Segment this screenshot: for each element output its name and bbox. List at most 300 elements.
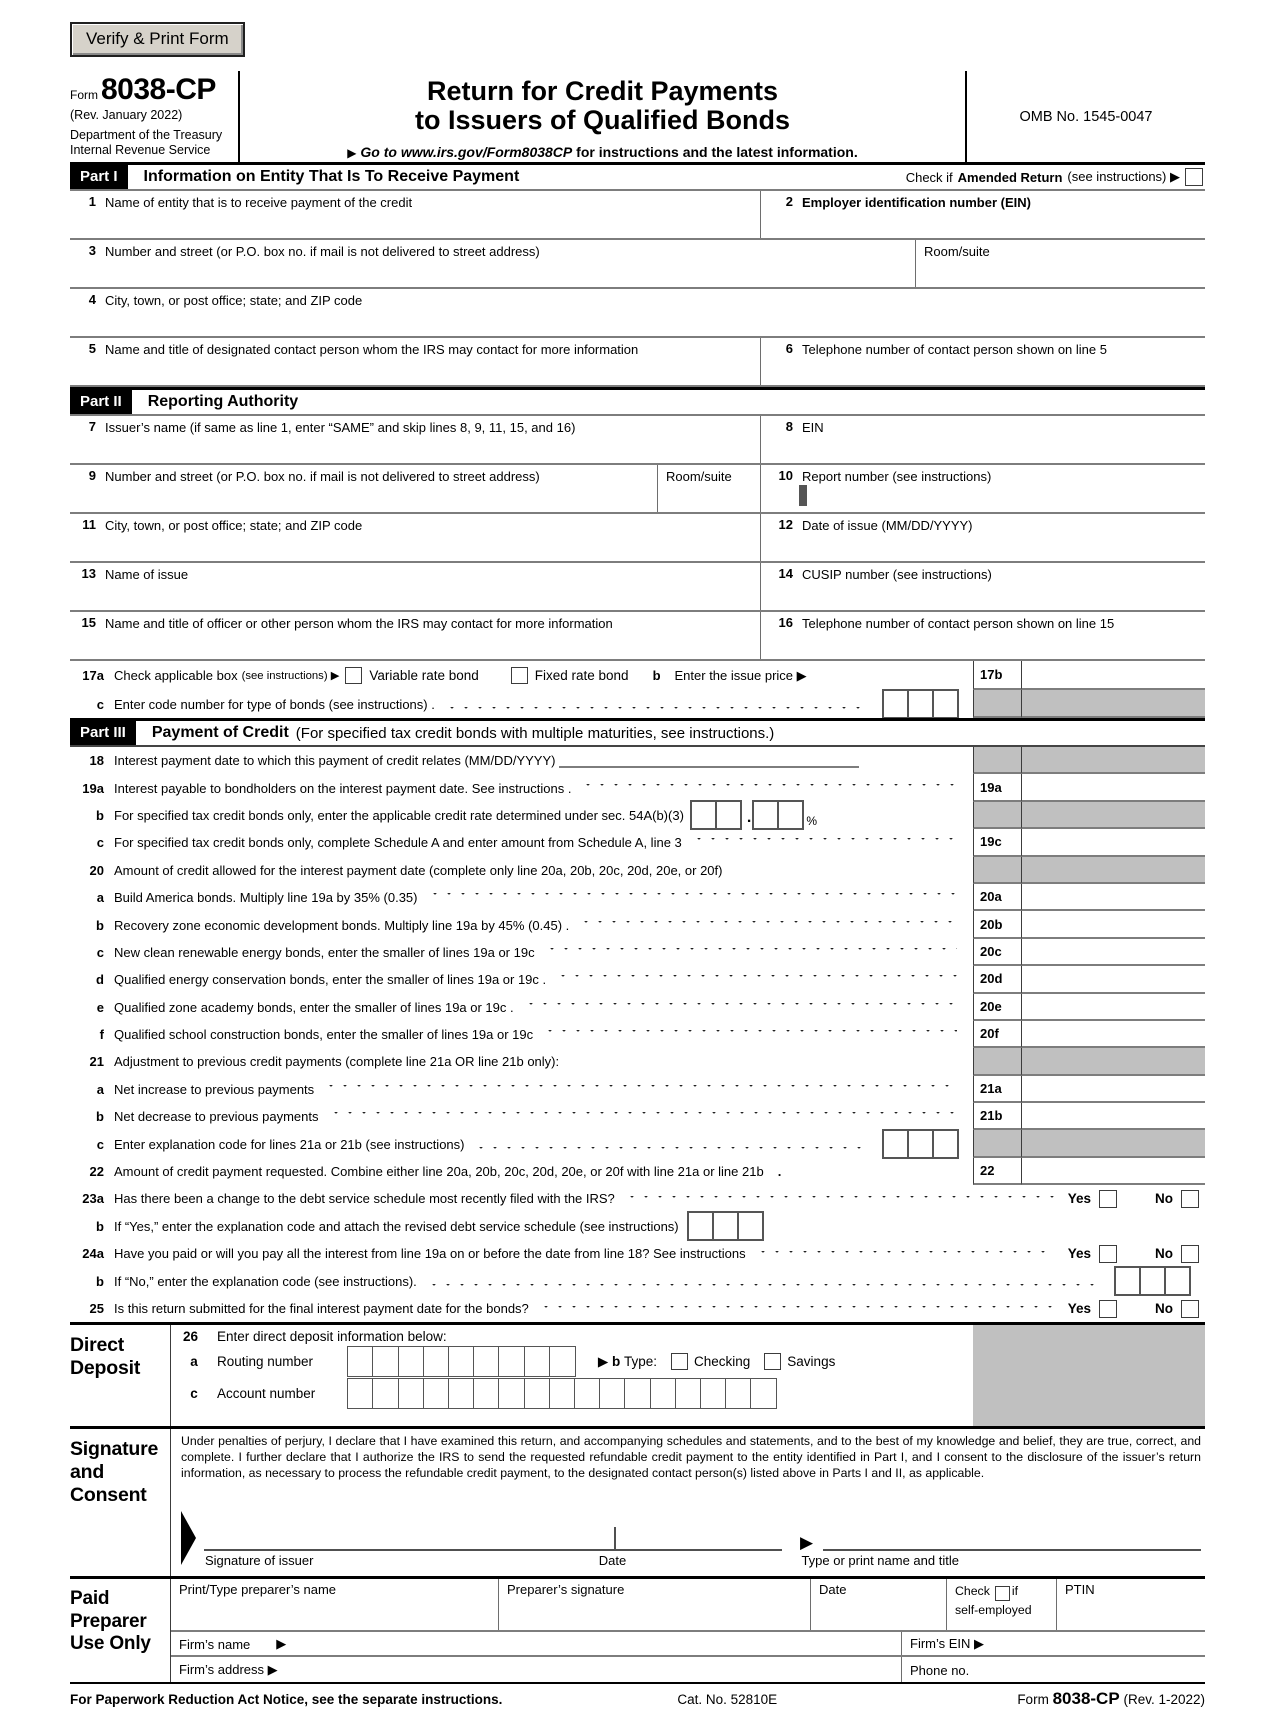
line-19b-rate-boxes <box>692 800 817 830</box>
field-3-room-suite[interactable] <box>915 240 1205 287</box>
firm-name-input[interactable] <box>171 1632 901 1655</box>
perjury-statement: Under penalties of perjury, I declare that I have examined this return, and accompanying schedules and statements, and to the best of my knowledge and belief, they are true, correct, and complete. I further declare that I authorize the IRS to send the requested refundable credit payment to the entity identified in Part I, and I consent to the disclosure of the issuer’s return information, as necessary to process the refundable credit payment, to the designated contact person(s) listed above in Parts I and II, as applicable. <box>181 1434 1201 1480</box>
dotted-leader <box>445 707 864 712</box>
line-number: 3 <box>88 243 96 258</box>
account-digit-box[interactable] <box>372 1378 399 1409</box>
signature-of-issuer-label: Signature of issuer <box>205 1553 314 1569</box>
line-25-label: Is this return submitted for the final interest payment date for the bonds? <box>114 1301 529 1316</box>
line-number: c <box>96 835 104 851</box>
line-23a-yesno <box>1068 1190 1199 1208</box>
code-box[interactable] <box>882 1129 909 1159</box>
account-digit-box[interactable] <box>574 1378 601 1409</box>
amended-return-checkbox[interactable] <box>1185 168 1203 186</box>
variable-rate-bond-checkbox[interactable] <box>345 667 362 684</box>
fixed-rate-bond-checkbox[interactable] <box>511 667 528 684</box>
line-21b-row <box>70 1103 1205 1130</box>
firm-address-input[interactable] <box>171 1657 901 1682</box>
line-22-row <box>70 1158 1205 1185</box>
part2-tag: Part II <box>70 390 132 414</box>
code-box[interactable] <box>932 1129 959 1159</box>
row-13-14 <box>70 563 1205 612</box>
field-9-street[interactable] <box>70 465 657 512</box>
line-21-label: Adjustment to previous credit payments (complete line 21a OR line 21b only): <box>114 1054 560 1070</box>
line-20f-row <box>70 1021 1205 1048</box>
line-18-row <box>70 747 1205 774</box>
print-name-input[interactable] <box>823 1527 1201 1551</box>
line-number: 4 <box>88 292 96 307</box>
code-box[interactable] <box>687 1211 714 1241</box>
account-digit-box[interactable] <box>700 1378 727 1409</box>
line-20f-amount-label: 20f <box>973 1021 1021 1048</box>
routing-digit-box[interactable] <box>372 1346 399 1377</box>
line-17c-row <box>70 690 1205 718</box>
dotted-leader <box>474 1147 864 1152</box>
line-letter: a <box>190 1354 198 1370</box>
rate-digit-box[interactable] <box>752 800 779 830</box>
signature-arrow-icon <box>181 1511 196 1565</box>
line-26-label: Enter direct deposit information below: <box>217 1329 447 1345</box>
line-number: 14 <box>778 566 793 581</box>
field-10-report-number[interactable] <box>760 465 1205 512</box>
account-digit-box[interactable] <box>498 1378 525 1409</box>
line-number: b <box>96 807 104 823</box>
line-22-amount-input[interactable] <box>1021 1158 1205 1185</box>
line-25-yes-checkbox[interactable] <box>1099 1300 1117 1318</box>
self-employed-cell <box>946 1579 1056 1630</box>
line-20e-row <box>70 994 1205 1021</box>
if-label: if <box>1011 1584 1019 1599</box>
line-20a-amount-label: 20a <box>973 884 1021 911</box>
title-block <box>240 71 967 162</box>
line-19a-amount-label: 19a <box>973 774 1021 801</box>
form-revision: (Rev. 1-2022) <box>1123 1692 1205 1708</box>
line-20-label: Amount of credit allowed for the interest payment date (complete only line 20a, 20b, 20c, 20d, 20e, or 20f) <box>114 862 723 878</box>
line-21a-amount-input[interactable] <box>1021 1076 1205 1103</box>
routing-digit-box[interactable] <box>473 1346 500 1377</box>
self-employed-label: self-employed <box>955 1602 1032 1617</box>
line-23a-no-checkbox[interactable] <box>1181 1190 1199 1208</box>
row-11-12 <box>70 514 1205 563</box>
firm-address-label: Firm’s address ▶ <box>179 1662 278 1678</box>
dotted-leader <box>556 975 957 980</box>
yes-label: Yes <box>1067 1191 1091 1207</box>
line-20e-label: Qualified zone academy bonds, enter the smaller of lines 19a or 19c . <box>114 999 514 1015</box>
account-digit-box[interactable] <box>750 1378 777 1409</box>
line-23b-label: If “Yes,” enter the explanation code and attach the revised debt service schedule (see instructions) <box>114 1218 679 1234</box>
account-digit-box[interactable] <box>599 1378 626 1409</box>
line-20e-amount-input[interactable] <box>1021 994 1205 1021</box>
account-digit-box[interactable] <box>675 1378 702 1409</box>
line-number: 6 <box>785 341 793 356</box>
part1-header <box>70 162 1205 191</box>
field-7-label: Issuer’s name (if same as line 1, enter “SAME” and skip lines 8, 9, 11, 15, and 16) <box>105 419 576 435</box>
line-20d-amount-input[interactable] <box>1021 966 1205 993</box>
line-20a-label-area <box>70 890 973 905</box>
line-24a-yes-checkbox[interactable] <box>1099 1245 1117 1263</box>
line-19c-amount-input[interactable] <box>1021 829 1205 856</box>
line-17b-label: Enter the issue price ▶ <box>674 667 807 683</box>
line-number: 24a <box>82 1246 104 1262</box>
part3-header <box>70 718 1205 747</box>
dotted-leader <box>524 1003 957 1008</box>
routing-digit-box[interactable] <box>423 1346 450 1377</box>
code-box[interactable] <box>932 689 959 719</box>
account-digit-box[interactable] <box>448 1378 475 1409</box>
dotted-leader <box>581 784 957 789</box>
account-number-grid <box>349 1378 777 1409</box>
line-24a-label: Have you paid or will you pay all the interest from line 19a on or before the date from line 18? See instructions <box>114 1246 746 1262</box>
line-20d-label-area <box>70 972 973 987</box>
side-label-line: Use Only <box>70 1633 151 1655</box>
field-14-cusip[interactable] <box>760 563 1205 610</box>
line-20b-row <box>70 911 1205 938</box>
line-number: d <box>96 972 104 988</box>
savings-checkbox[interactable] <box>764 1353 781 1370</box>
field-3-street[interactable] <box>70 240 915 287</box>
goto-url[interactable]: www.irs.gov/Form8038CP <box>400 144 573 161</box>
account-digit-box[interactable] <box>725 1378 752 1409</box>
preparer-row-2 <box>171 1632 1205 1657</box>
savings-label: Savings <box>787 1354 836 1370</box>
signature-main <box>170 1429 1205 1576</box>
checking-label: Checking <box>694 1354 751 1370</box>
line-21c-shaded-label <box>973 1130 1021 1157</box>
line-22-label: Amount of credit payment requested. Combine either line 20a, 20b, 20c, 20d, 20e, or 20f with line 21a or line 21b <box>114 1164 764 1180</box>
field-4-label: City, town, or post office; state; and ZIP code <box>105 292 363 308</box>
line-number: c <box>96 944 104 960</box>
dotted-leader <box>427 1284 1096 1289</box>
agency-line-2: Internal Revenue Service <box>70 143 211 157</box>
line-17a-row <box>70 661 1205 690</box>
code-box[interactable] <box>907 689 934 719</box>
field-3-label: Number and street (or P.O. box no. if mail is not delivered to street address) <box>105 243 540 259</box>
line-24b-label-area <box>70 1266 1205 1296</box>
field-2-ein[interactable] <box>760 191 1205 238</box>
line-number: 17a <box>82 668 104 683</box>
line-20e-label-area <box>70 1000 973 1015</box>
line-22-amount-label: 22 <box>973 1158 1021 1185</box>
line-number: 11 <box>82 517 96 532</box>
line-20f-label: Qualified school construction bonds, enter the smaller of lines 19a or 19c <box>114 1027 534 1043</box>
routing-digit-box[interactable] <box>549 1346 576 1377</box>
code-box[interactable] <box>1164 1266 1191 1296</box>
code-box[interactable] <box>737 1211 764 1241</box>
line-17c-shaded-cell <box>1021 690 1205 718</box>
line-20c-amount-input[interactable] <box>1021 939 1205 966</box>
field-9-room-suite[interactable] <box>657 465 760 512</box>
line-20f-amount-input[interactable] <box>1021 1021 1205 1048</box>
routing-number-grid <box>349 1346 576 1377</box>
line-21-row <box>70 1048 1205 1075</box>
row-1-2 <box>70 191 1205 240</box>
line-number: 7 <box>88 419 96 434</box>
form-number: 8038-CP <box>1052 1689 1120 1709</box>
goto-prefix: Go to <box>360 144 397 161</box>
line-24a-yesno <box>1068 1245 1199 1263</box>
part3-title: Payment of Credit <box>151 724 289 741</box>
preparer-name-input[interactable] <box>171 1579 498 1630</box>
side-label-line: Signature <box>70 1438 159 1461</box>
line-21b-amount-input[interactable] <box>1021 1103 1205 1130</box>
account-digit-box[interactable] <box>624 1378 651 1409</box>
footer-form-id <box>1017 1689 1205 1709</box>
field-4-city[interactable] <box>70 289 1205 336</box>
line-17b-amount-label: 17b <box>973 661 1021 690</box>
line-19c-amount-label: 19c <box>973 829 1021 856</box>
firm-name-label: Firm’s name <box>179 1636 251 1652</box>
line-21c-row <box>70 1130 1205 1157</box>
line-number: 13 <box>81 566 96 581</box>
line-20c-label: New clean renewable energy bonds, enter the smaller of lines 19a or 19c <box>114 944 535 960</box>
no-label: No <box>1155 1301 1173 1316</box>
report-number-box[interactable] <box>803 485 807 506</box>
field-2-label: Employer identification number (EIN) <box>802 194 1031 210</box>
line-21-shaded-cell <box>1021 1048 1205 1075</box>
line-21c-code-boxes <box>884 1129 959 1159</box>
field-16-phone[interactable] <box>760 612 1205 659</box>
line-18-label: Interest payment date to which this payment of credit relates (MM/DD/YYYY) <box>114 753 556 769</box>
routing-digit-box[interactable] <box>398 1346 425 1377</box>
dotted-leader <box>324 1085 957 1090</box>
type-arrow: ▶ b <box>597 1353 621 1369</box>
code-box[interactable] <box>907 1129 934 1159</box>
line-number: 12 <box>778 517 793 532</box>
signature-date-divider <box>614 1527 616 1549</box>
account-digit-box[interactable] <box>398 1378 425 1409</box>
line-20-label-area <box>70 863 973 878</box>
form-word: Form <box>70 88 98 102</box>
line-number: e <box>96 999 104 1015</box>
dotted-leader <box>329 1112 958 1117</box>
routing-digit-box[interactable] <box>524 1346 551 1377</box>
line-20c-amount-label: 20c <box>973 939 1021 966</box>
code-box[interactable] <box>882 689 909 719</box>
preparer-signature-input[interactable] <box>498 1579 810 1630</box>
self-employed-checkbox[interactable] <box>995 1586 1010 1601</box>
arrow-icon: ▶ <box>276 1636 287 1652</box>
part2-title: Reporting Authority <box>147 393 299 410</box>
line-number: 23a <box>82 1191 104 1207</box>
preparer-row-3 <box>171 1657 1205 1682</box>
line-19c-label-area <box>70 835 973 850</box>
name-arrow-icon: ▶ <box>800 1533 814 1553</box>
side-label-line: Preparer <box>70 1610 147 1632</box>
page-footer <box>70 1682 1205 1709</box>
account-digit-box[interactable] <box>524 1378 551 1409</box>
ptin-input[interactable] <box>1056 1579 1205 1630</box>
routing-digit-box[interactable] <box>347 1346 374 1377</box>
rate-digit-box[interactable] <box>690 800 717 830</box>
account-digit-box[interactable] <box>650 1378 677 1409</box>
direct-deposit-section <box>70 1322 1205 1426</box>
routing-digit-box[interactable] <box>448 1346 475 1377</box>
line-number: 20 <box>89 862 104 878</box>
part3-subtitle: (For specified tax credit bonds with multiple maturities, see instructions.) <box>295 724 775 742</box>
signature-side-label <box>70 1429 170 1576</box>
line-20b-amount-input[interactable] <box>1021 911 1205 938</box>
part3-tag: Part III <box>70 721 136 745</box>
line-number: 19a <box>82 780 104 796</box>
part2-header <box>70 387 1205 416</box>
preparer-date-input[interactable] <box>810 1579 946 1630</box>
line-25-row <box>70 1295 1205 1322</box>
form-title <box>240 77 965 135</box>
line-19a-label-area <box>70 781 973 796</box>
line-17b-amount-input[interactable] <box>1021 661 1205 690</box>
line-20a-row <box>70 884 1205 911</box>
line-17b-letter: b <box>652 668 661 683</box>
field-13-name-of-issue[interactable] <box>70 563 760 610</box>
percent-sign: % <box>806 814 818 829</box>
line-21a-row <box>70 1076 1205 1103</box>
form-title-line2: to Issuers of Qualified Bonds <box>414 105 791 136</box>
room-suite-label: Room/suite <box>666 468 732 484</box>
code-box[interactable] <box>1114 1266 1141 1296</box>
deposit-type-area <box>598 1353 836 1370</box>
line-19c-label: For specified tax credit bonds only, complete Schedule A and enter amount from Schedule A, line 3 <box>114 835 682 851</box>
preparer-name-label: Print/Type preparer’s name <box>179 1582 337 1598</box>
line-number: 26 <box>183 1329 199 1345</box>
line-number: 18 <box>89 753 104 769</box>
row-15-16 <box>70 612 1205 661</box>
line-23a-row <box>70 1185 1205 1212</box>
line-23a-yes-checkbox[interactable] <box>1099 1190 1117 1208</box>
checking-checkbox[interactable] <box>671 1353 688 1370</box>
line-19a-row <box>70 774 1205 801</box>
line-21-label-area <box>70 1054 973 1069</box>
field-11-label: City, town, or post office; state; and ZIP code <box>105 517 363 533</box>
dotted-leader <box>625 1196 1054 1201</box>
line-17a-label: Check applicable box <box>114 668 238 683</box>
field-16-label: Telephone number of contact person shown on line 15 <box>802 615 1115 631</box>
field-12-date-of-issue[interactable] <box>760 514 1205 561</box>
line-19b-label: For specified tax credit bonds only, enter the applicable credit rate determined under sec. 54A(b)(3) <box>114 807 684 823</box>
field-6-label: Telephone number of contact person shown on line 5 <box>802 341 1107 357</box>
field-12-label: Date of issue (MM/DD/YYYY) <box>802 517 973 533</box>
type-label: Type: <box>623 1354 658 1370</box>
line-17c-label: Enter code number for type of bonds (see instructions) . <box>114 696 435 712</box>
line-18-shaded-cell <box>1021 747 1205 774</box>
line-24a-no-checkbox[interactable] <box>1181 1245 1199 1263</box>
amended-post: (see instructions) ▶ <box>1067 169 1180 184</box>
account-digit-box[interactable] <box>473 1378 500 1409</box>
line-20f-label-area <box>70 1027 973 1042</box>
line-number: c <box>96 1136 104 1152</box>
form-id-block <box>70 71 240 162</box>
line-19a-label: Interest payable to bondholders on the interest payment date. See instructions . <box>114 780 572 796</box>
line-21c-label-area <box>70 1129 973 1159</box>
account-digit-box[interactable] <box>549 1378 576 1409</box>
agency-line-1: Department of the Treasury <box>70 128 223 142</box>
side-label-line: Paid <box>70 1588 110 1610</box>
account-number-label: Account number <box>217 1386 316 1402</box>
firm-ein-input[interactable] <box>901 1632 1205 1655</box>
line-19b-shaded-label <box>973 802 1021 829</box>
form-revision: (Rev. January 2022) <box>70 108 183 122</box>
field-8-ein[interactable] <box>760 416 1205 463</box>
line-number: a <box>96 1081 104 1097</box>
amended-pre: Check if <box>905 169 953 185</box>
line-22-label-area <box>70 1164 973 1179</box>
line-number: 25 <box>89 1301 104 1316</box>
preparer-row-1 <box>171 1579 1205 1632</box>
phone-input[interactable] <box>901 1657 1205 1682</box>
line-18-label-area <box>70 753 973 768</box>
form-8038cp-page <box>70 22 1205 1709</box>
line-number: b <box>96 1109 104 1125</box>
verify-print-button[interactable]: Verify & Print Form <box>70 22 245 57</box>
catalog-number: Cat. No. 52810E <box>677 1692 778 1708</box>
line-number: 22 <box>89 1164 104 1180</box>
code-box[interactable] <box>1139 1266 1166 1296</box>
account-digit-box[interactable] <box>423 1378 450 1409</box>
rate-digit-box[interactable] <box>777 800 804 830</box>
line-20a-amount-input[interactable] <box>1021 884 1205 911</box>
row-4 <box>70 289 1205 338</box>
date-label: Date <box>598 1553 627 1569</box>
field-5-contact[interactable] <box>70 338 760 385</box>
line-21b-label-area <box>70 1109 973 1124</box>
line-25-no-checkbox[interactable] <box>1181 1300 1199 1318</box>
paperwork-notice: For Paperwork Reduction Act Notice, see the separate instructions. <box>70 1692 503 1708</box>
firm-ein-label: Firm’s EIN ▶ <box>910 1636 985 1652</box>
field-15-officer[interactable] <box>70 612 760 659</box>
line-19a-amount-input[interactable] <box>1021 774 1205 801</box>
line-20-row <box>70 857 1205 884</box>
code-box[interactable] <box>712 1211 739 1241</box>
field-10-label: Report number (see instructions) <box>802 468 992 484</box>
line-number: 16 <box>778 615 793 630</box>
line-23b-code-boxes <box>689 1211 764 1241</box>
line-21a-amount-label: 21a <box>973 1076 1021 1103</box>
side-label-line: Direct <box>70 1334 125 1357</box>
line-number: 8 <box>785 419 793 434</box>
line-20d-label: Qualified energy conservation bonds, enter the smaller of lines 19a or 19c . <box>114 972 547 988</box>
line-19b-label-area <box>70 800 973 830</box>
issuer-signature-input[interactable] <box>204 1527 782 1551</box>
goto-line <box>240 144 965 160</box>
row-7-8 <box>70 416 1205 465</box>
field-6-phone[interactable] <box>760 338 1205 385</box>
field-11-city[interactable] <box>70 514 760 561</box>
decimal-point: . <box>746 809 752 827</box>
line-number: 5 <box>88 341 96 356</box>
paid-preparer-section <box>70 1576 1205 1682</box>
rate-digit-box[interactable] <box>715 800 742 830</box>
side-label-line: Deposit <box>70 1357 141 1380</box>
line-20b-label-area <box>70 918 973 933</box>
line-21a-label: Net increase to previous payments <box>114 1081 315 1097</box>
line-20b-amount-label: 20b <box>973 911 1021 938</box>
line-20-shaded-cell <box>1021 857 1205 884</box>
no-label: No <box>1155 1191 1173 1207</box>
dotted-leader <box>545 948 957 953</box>
side-label-line: and <box>70 1461 105 1484</box>
line-17c-code-boxes <box>884 689 959 719</box>
amended-return-area <box>906 168 1205 186</box>
routing-digit-box[interactable] <box>498 1346 525 1377</box>
line-20d-row <box>70 966 1205 993</box>
preparer-side-label <box>70 1579 170 1682</box>
line-number: 2 <box>785 194 793 209</box>
field-14-label: CUSIP number (see instructions) <box>802 566 992 582</box>
routing-number-label: Routing number <box>217 1354 314 1370</box>
signature-labels <box>171 1551 1205 1576</box>
line-18-date-entry[interactable] <box>559 753 859 768</box>
field-7-issuer-name[interactable] <box>70 416 760 463</box>
field-1-entity-name[interactable] <box>70 191 760 238</box>
account-digit-box[interactable] <box>347 1378 374 1409</box>
